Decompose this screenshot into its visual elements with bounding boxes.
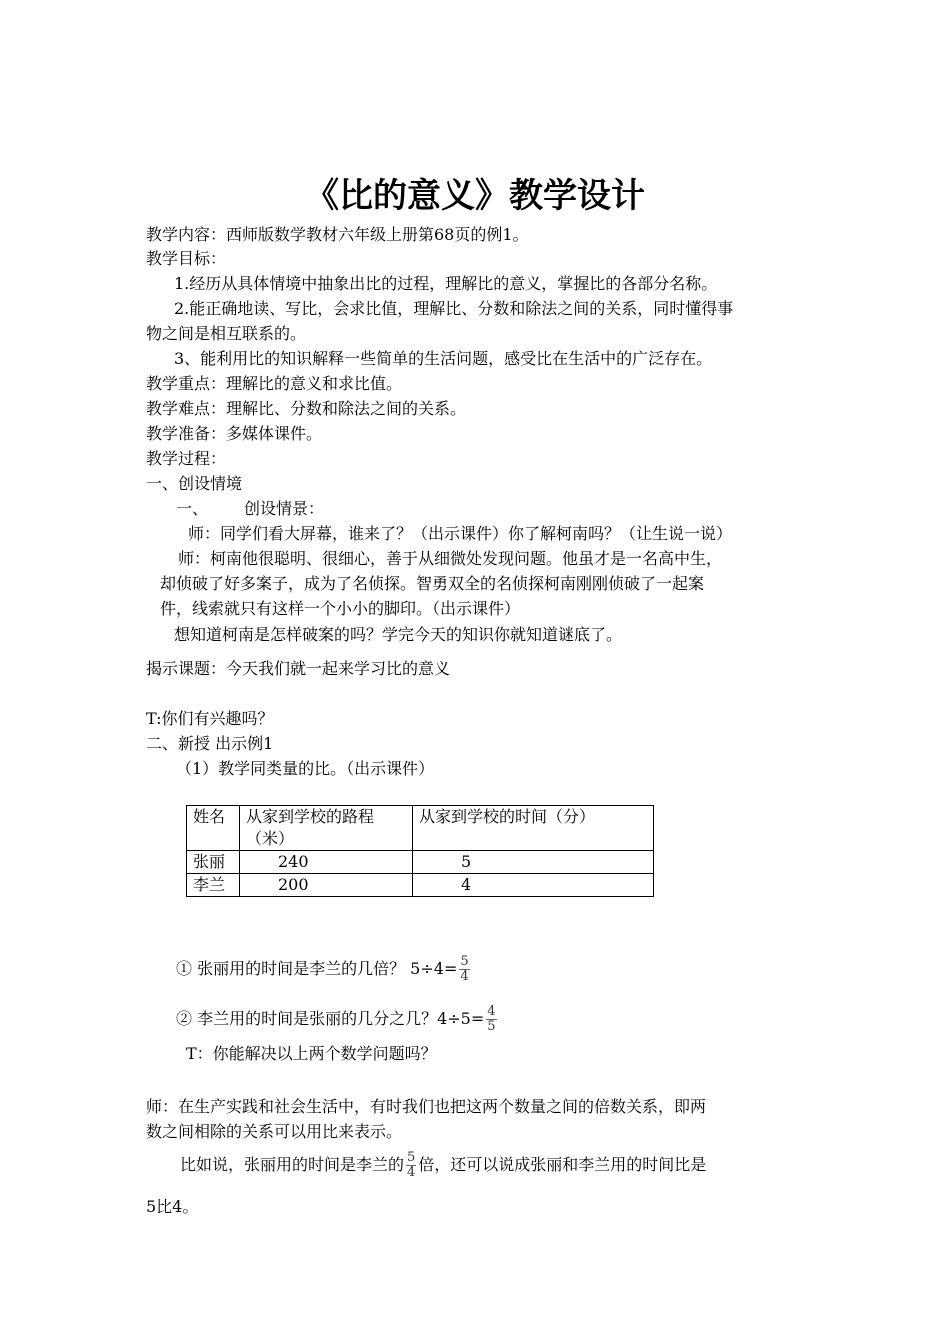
goal-2-line-1: 2.能正确地读、写比，会求比值，理解比、分数和除法之间的关系，同时懂得事 (174, 299, 734, 318)
cell-name: 张丽 (187, 851, 240, 874)
cell-time: 4 (413, 874, 654, 897)
goal-3: 3、能利用比的知识解释一些简单的生活问题，感受比在生活中的广泛存在。 (174, 349, 713, 368)
paragraph-3: 想知道柯南是怎样破案的吗？学完今天的知识你就知道谜底了。 (174, 625, 623, 644)
paragraph-5-post: 倍，还可以说成张丽和李兰用的时间比是 (418, 1155, 707, 1174)
header-distance (240, 806, 413, 851)
question-2-text: ② 李兰用的时间是张丽的几分之几？4÷5= (176, 1009, 485, 1028)
teacher-interest: T:你们有兴趣吗？ (146, 709, 274, 728)
fraction-numerator: 4 (487, 1004, 496, 1019)
table-row (187, 851, 654, 874)
fraction-numerator: 5 (460, 954, 469, 969)
cell-distance: 200 (240, 874, 413, 897)
teacher-solve: T：你能解决以上两个数学问题吗？ (186, 1044, 437, 1063)
section-2-heading: 二、新授 出示例1 (146, 734, 274, 753)
header-name: 姓名 (187, 806, 240, 851)
header-distance-line-1: 从家到学校的路程 (246, 807, 375, 826)
fraction (406, 1151, 416, 1180)
question-1-text: ① 张丽用的时间是李兰的几倍？ 5÷4= (176, 959, 458, 978)
fraction-denominator: 4 (460, 969, 469, 984)
paragraph-2-line-3: 件，线索就只有这样一个小小的脚印。（出示课件） (160, 599, 521, 618)
fraction-denominator: 5 (487, 1019, 496, 1034)
question-1 (176, 954, 472, 984)
section-1-heading: 一、创设情境 (146, 474, 243, 493)
paragraph-5-pre: 比如说，张丽用的时间是李兰的 (180, 1155, 405, 1174)
header-distance-unit: （米） (246, 829, 295, 848)
fraction (486, 1005, 496, 1034)
cell-distance: 240 (240, 851, 413, 874)
section-1-sub: 创设情景： (244, 499, 325, 518)
header-time: 从家到学校的时间（分） (413, 806, 654, 851)
paragraph-1: 师：同学们看大屏幕，谁来了？（出示课件）你了解柯南吗？（让生说一说） (188, 524, 733, 543)
process-heading: 教学过程： (146, 449, 227, 468)
page-title: 《比的意义》教学设计 (305, 176, 645, 216)
table-row (187, 874, 654, 897)
goals-heading: 教学目标： (146, 249, 227, 268)
difficulty: 教学难点：理解比、分数和除法之间的关系。 (146, 399, 467, 418)
section-1-sub-number: 一、 (176, 499, 209, 518)
reveal-topic: 揭示课题：今天我们就一起来学习比的意义 (146, 659, 451, 678)
cell-time: 5 (413, 851, 654, 874)
goal-1: 1.经历从具体情境中抽象出比的过程，理解比的意义，掌握比的各部分名称。 (174, 274, 718, 293)
fraction (459, 955, 469, 984)
preparation: 教学准备：多媒体课件。 (146, 424, 323, 443)
paragraph-5-line-1 (180, 1150, 706, 1180)
paragraph-2-line-2: 却侦破了好多案子，成为了名侦探。智勇双全的名侦探柯南刚刚侦破了一起案 (160, 574, 705, 593)
teaching-content: 教学内容：西师版数学教材六年级上册第68页的例1。 (146, 225, 529, 244)
paragraph-4-line-1: 师：在生产实践和社会生活中，有时我们也把这两个数量之间的倍数关系，即两 (146, 1097, 707, 1116)
goal-2-line-2: 物之间是相互联系的。 (146, 324, 307, 343)
paragraph-2-line-1: 师：柯南他很聪明、很细心，善于从细微处发现问题。他虽才是一名高中生， (178, 549, 723, 568)
cell-name: 李兰 (187, 874, 240, 897)
fraction-numerator: 5 (407, 1150, 416, 1165)
data-table (186, 805, 654, 897)
paragraph-5-line-2: 5比4。 (146, 1197, 199, 1216)
table-header-row (187, 806, 654, 851)
fraction-denominator: 4 (407, 1165, 416, 1180)
question-2 (176, 1004, 499, 1034)
section-2-item-1: （1）教学同类量的比。（出示课件） (176, 759, 435, 778)
key-point: 教学重点：理解比的意义和求比值。 (146, 374, 403, 393)
paragraph-4-line-2: 数之间相除的关系可以用比来表示。 (146, 1122, 403, 1141)
